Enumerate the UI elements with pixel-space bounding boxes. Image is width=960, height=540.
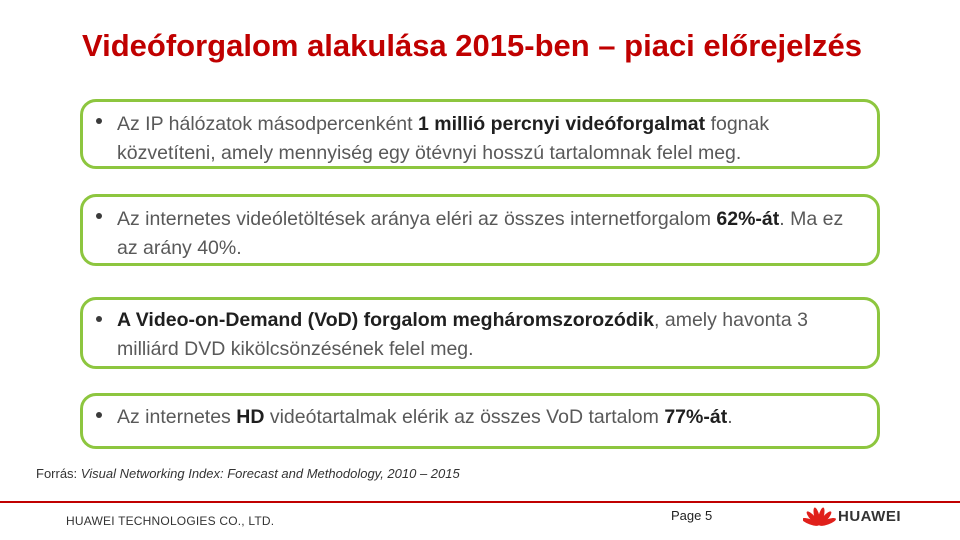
bullet-box-2: [80, 194, 880, 266]
bullet-3-text: A Video-on-Demand (VoD) forgalom megháromszorozódik, amely havonta 3 milliárd DVD kikölcsönzésének felel meg.: [117, 309, 808, 360]
page-number: Page 5: [671, 508, 713, 523]
bullet-2-text: Az internetes videóletöltések aránya eléri az összes internetforgalom 62%-át. Ma ez az arány 40%.: [117, 208, 844, 259]
bullet-box-4: [80, 393, 880, 449]
source-citation: Forrás: Visual Networking Index: Forecast and Methodology, 2010 – 2015: [36, 466, 460, 481]
bullet-dot-icon: [96, 213, 102, 219]
slide-title: Videóforgalom alakulása 2015-ben – piaci előrejelzés: [82, 28, 862, 63]
company-name: HUAWEI TECHNOLOGIES CO., LTD.: [66, 514, 275, 528]
bullet-4-text: Az internetes HD videótartalmak elérik az összes VoD tartalom 77%-át.: [117, 406, 733, 428]
bullet-1-text: Az IP hálózatok másodpercenként 1 millió percnyi videóforgalmat fognak közvetíteni, amely mennyiség egy ötévnyi hosszú tartalomnak felel meg.: [117, 113, 770, 164]
bullet-dot-icon: [96, 412, 102, 418]
bullet-box-1: [80, 99, 880, 169]
huawei-brand-text: HUAWEI: [838, 508, 901, 525]
bullet-box-3: [80, 297, 880, 369]
footer-divider: [0, 501, 960, 503]
bullet-dot-icon: [96, 118, 102, 124]
bullet-dot-icon: [96, 316, 102, 322]
